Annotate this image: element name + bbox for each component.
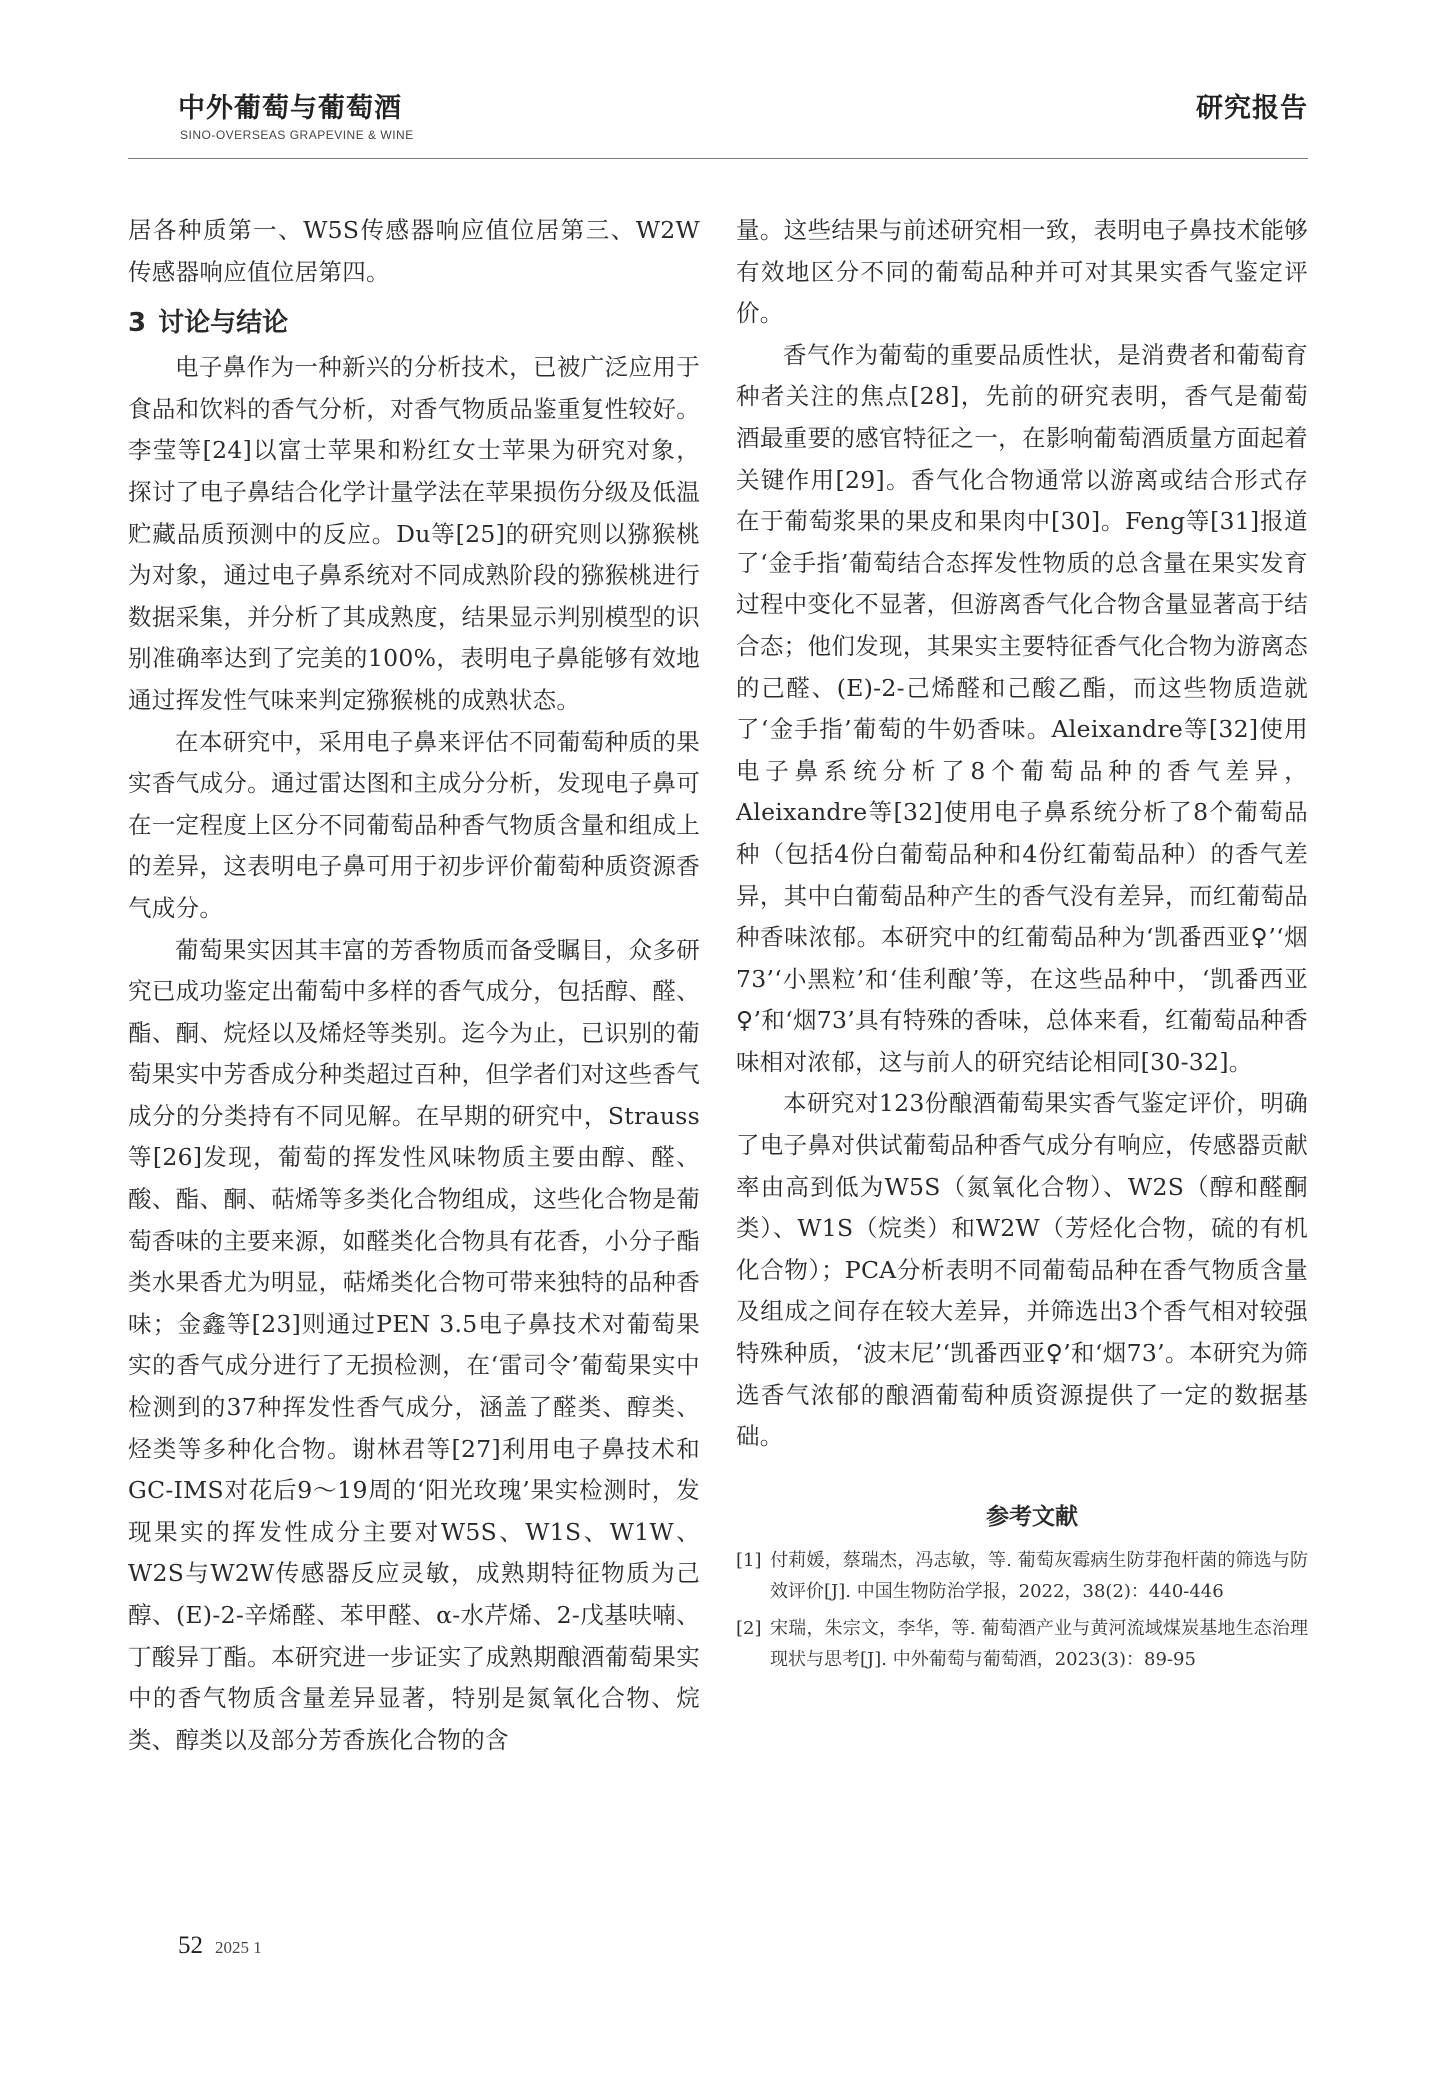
page-header [128,78,1308,158]
paragraph: 葡萄果实因其丰富的芳香物质而备受瞩目，众多研究已成功鉴定出葡萄中多样的香气成分，包括醇、醛、酯、酮、烷烃以及烯烃等类别。迄今为止，已识别的葡萄果实中芳香成分种类超过百种，但学者们对这些香气成分的分类持有不同见解。在早期的研究中，Strauss等[26]发现，葡萄的挥发性风味物质主要由醇、醛、酸、酯、酮、萜烯等多类化合物组成，这些化合物是葡萄香味的主要来源，如醛类化合物具有花香，小分子酯类水果香尤为明显，萜烯类化合物可带来独特的品种香味；金鑫等[23]则通过PEN 3.5电子鼻技术对葡萄果实的香气成分进行了无损检测，在‘雷司令’葡萄果实中检测到的37种挥发性香气成分，涵盖了醛类、醇类、烃类等多种化合物。谢林君等[27]利用电子鼻技术和GC-IMS对花后9～19周的‘阳光玫瑰’果实检测时，发现果实的挥发性成分主要对W5S、W1S、W1W、W2S与W2W传感器反应灵敏，成熟期特征物质为己醇、(E)-2-辛烯醛、苯甲醛、α-水芹烯、2-戊基呋喃、丁酸异丁酯。本研究进一步证实了成熟期酿酒葡萄果实中的香气物质含量差异显著，特别是氮氧化合物、烷类、醇类以及部分芳香族化合物的含 [128,935,700,1754]
header-rule [128,158,1308,159]
paragraph: 香气作为葡萄的重要品质性状，是消费者和葡萄育种者关注的焦点[28]，先前的研究表明，香气是葡萄酒最重要的感官特征之一，在影响葡萄酒质量方面起着关键作用[29]。香气化合物通常以游离或结合形式存在于葡萄浆果的果皮和果肉中[30]。Feng等[31]报道了‘金手指’葡萄结合态挥发性物质的总含量在果实发育过程中变化不显著，但游离香气化合物含量显著高于结合态；他们发现，其果实主要特征香气化合物为游离态的己醛、(E)-2-己烯醛和己酸乙酯，而这些物质造就了‘金手指’葡萄的牛奶香味。Aleixandre等[32]使用电子鼻系统分析了8个葡萄品种的香气差异，Aleixandre等[32]使用电子鼻系统分析了8个葡萄品种（包括4份白葡萄品种和4份红葡萄品种）的香气差异，其中白葡萄品种产生的香气没有差异，而红葡萄品种香味浓郁。本研究中的红葡萄品种为‘凯番西亚♀’‘烟73’‘小黑粒’和‘佳利酿’等，在这些品种中，‘凯番西亚♀’和‘烟73’具有特殊的香味，总体来看，红葡萄品种香味相对浓郁，这与前人的研究结论相同[30-32]。 [736,340,1308,1076]
paragraph-continuation: 居各种质第一、W5S传感器响应值位居第三、W2W传感器响应值位居第四。 [128,216,700,286]
reference-item [736,1545,1308,1607]
paragraph-continuation: 量。这些结果与前述研究相一致，表明电子鼻技术能够有效地区分不同的葡萄品种并可对其果实香气鉴定评价。 [736,216,1308,328]
journal-title-en: SINO-OVERSEAS GRAPEVINE & WINE [180,128,414,142]
reference-index: [1] [736,1549,762,1571]
right-column [736,210,1308,1681]
issue-label: 2025 1 [215,1938,262,1957]
section-number: 3 [128,308,147,339]
left-column [128,210,700,1761]
references-title: 参考文献 [986,1503,1078,1530]
page-footer [178,1932,262,1960]
paragraph: 本研究对123份酿酒葡萄果实香气鉴定评价，明确了电子鼻对供试葡萄品种香气成分有响应，传感器贡献率由高到低为W5S（氮氧化合物）、W2S（醇和醛酮类）、W1S（烷类）和W2W（芳烃化合物，硫的有机化合物）；PCA分析表明不同葡萄品种在香气物质含量及组成之间存在较大差异，并筛选出3个香气相对较强特殊种质，‘波末尼’‘凯番西亚♀’和‘烟73’。本研究为筛选香气浓郁的酿酒葡萄种质资源提供了一定的数据基础。 [736,1089,1308,1451]
section-heading [128,301,700,345]
page-number: 52 [178,1932,203,1959]
reference-text: 付莉媛，蔡瑞杰，冯志敏，等. 葡萄灰霉病生防芽孢杆菌的筛选与防效评价[J]. 中国生物防治学报，2022，38(2)：440-446 [770,1549,1308,1602]
reference-item [736,1613,1308,1675]
section-label: 研究报告 [1196,93,1308,124]
paragraph: 在本研究中，采用电子鼻来评估不同葡萄种质的果实香气成分。通过雷达图和主成分分析，发现电子鼻可在一定程度上区分不同葡萄品种香气物质含量和组成上的差异，这表明电子鼻可用于初步评价葡萄种质资源香气成分。 [128,727,700,922]
paragraph: 电子鼻作为一种新兴的分析技术，已被广泛应用于食品和饮料的香气分析，对香气物质品鉴重复性较好。李莹等[24]以富士苹果和粉红女士苹果为研究对象，探讨了电子鼻结合化学计量学法在苹果损伤分级及低温贮藏品质预测中的反应。Du等[25]的研究则以猕猴桃为对象，通过电子鼻系统对不同成熟阶段的猕猴桃进行数据采集，并分析了其成熟度，结果显示判别模型的识别准确率达到了完美的100%，表明电子鼻能够有效地通过挥发性气味来判定猕猴桃的成熟状态。 [128,353,700,714]
reference-text: 宋瑞，朱宗文，李华，等. 葡萄酒产业与黄河流域煤炭基地生态治理现状与思考[J]. 中外葡萄与葡萄酒，2023(3)：89-95 [770,1617,1308,1670]
journal-title: 中外葡萄与葡萄酒 [178,93,402,124]
section-title: 讨论与结论 [158,308,289,339]
reference-index: [2] [736,1617,762,1639]
